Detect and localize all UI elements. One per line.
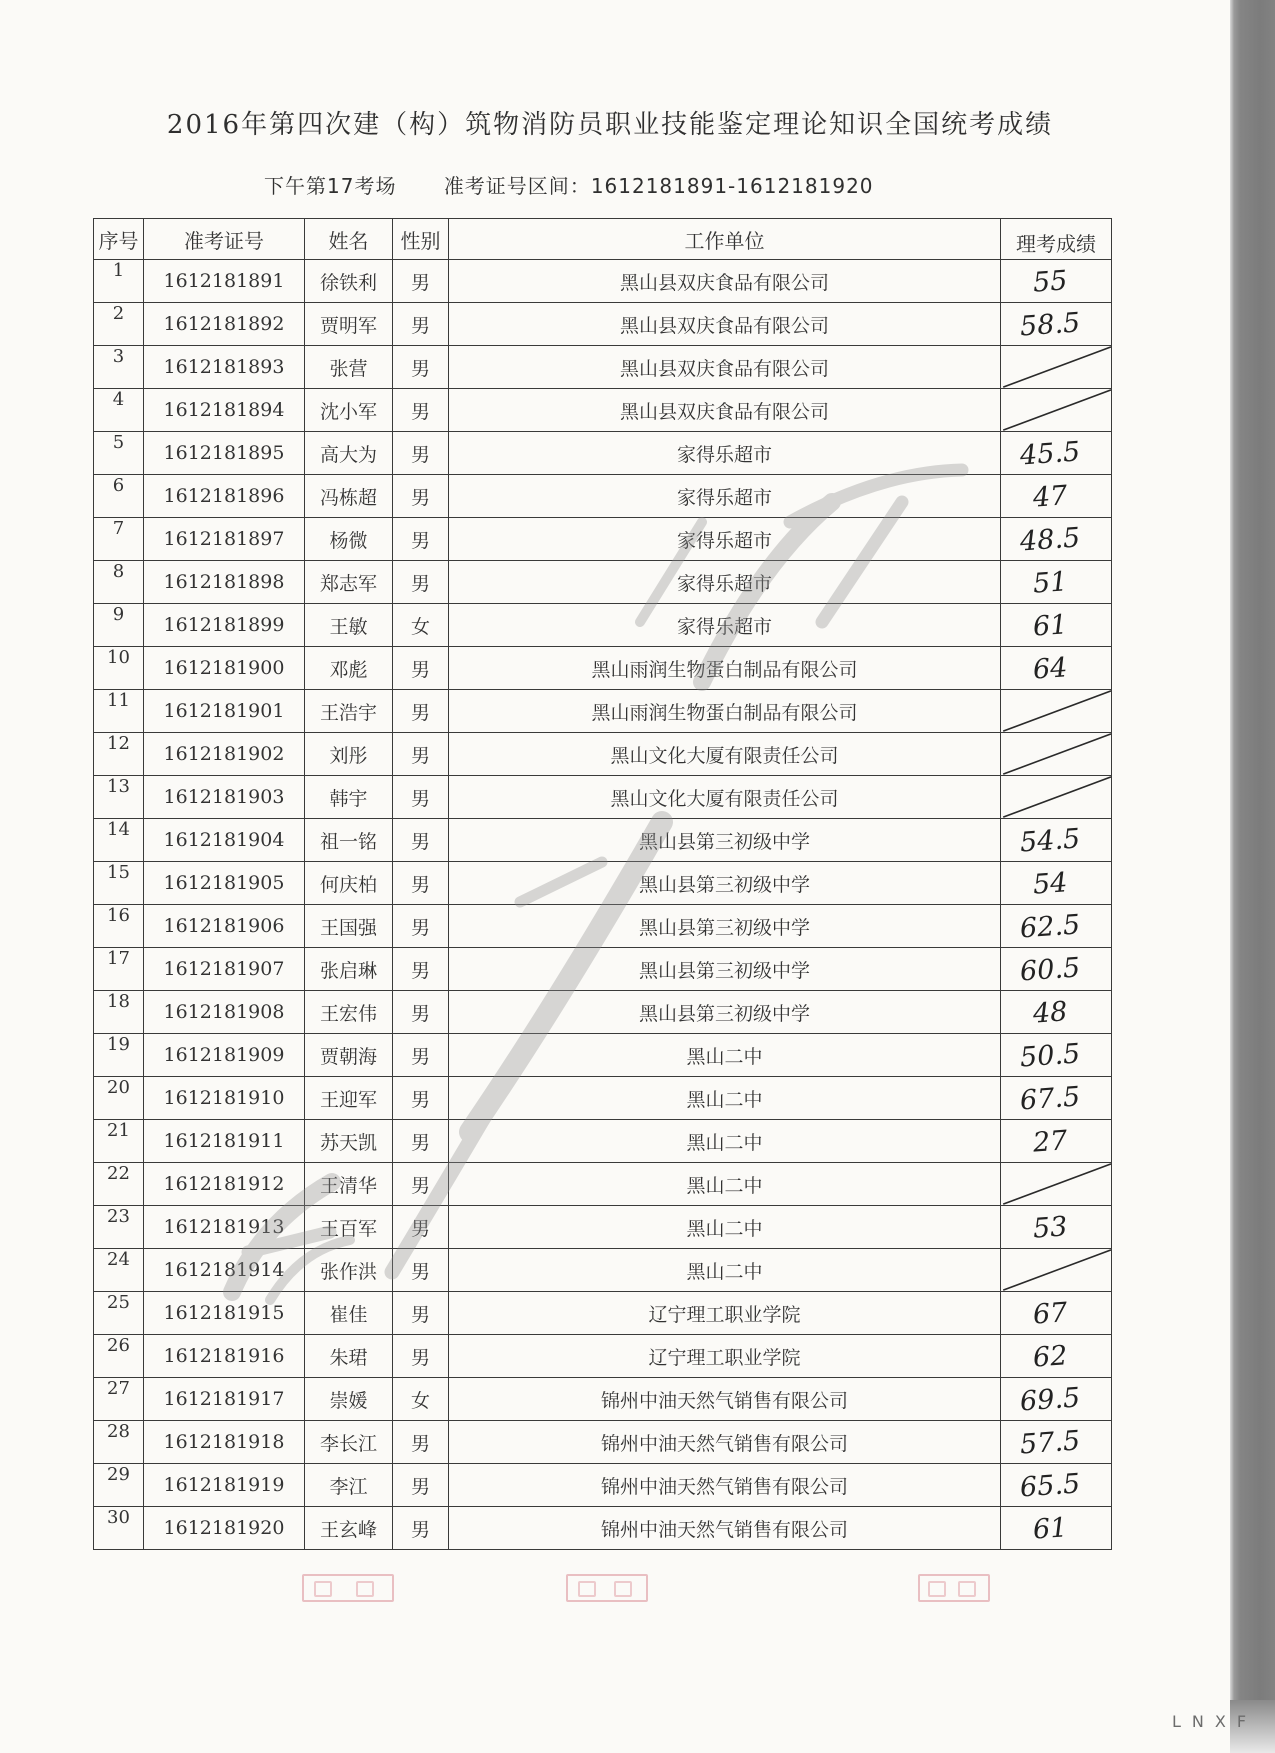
- employer-cell: 家得乐超市: [449, 432, 1001, 475]
- table-row: [94, 690, 1112, 733]
- exam-session: 下午第17考场: [264, 174, 397, 198]
- table-row: [94, 1120, 1112, 1163]
- exam-id-cell: 1612181906: [144, 905, 305, 948]
- row-number-cell: 27: [94, 1378, 144, 1421]
- score-cell: [1001, 346, 1112, 389]
- exam-id-cell: 1612181911: [144, 1120, 305, 1163]
- gender-cell: 男: [393, 1120, 449, 1163]
- name-cell: 王百军: [305, 1206, 393, 1249]
- employer-cell: 辽宁理工职业学院: [449, 1292, 1001, 1335]
- row-number-cell: 24: [94, 1249, 144, 1292]
- exam-id-cell: 1612181912: [144, 1163, 305, 1206]
- employer-cell: 锦州中油天然气销售有限公司: [449, 1464, 1001, 1507]
- row-number-cell: 26: [94, 1335, 144, 1378]
- scanner-mark: LNXF: [1172, 1712, 1258, 1731]
- table-row: [94, 1077, 1112, 1120]
- gender-cell: 男: [393, 647, 449, 690]
- score-cell: [1001, 991, 1112, 1034]
- name-cell: 苏天凯: [305, 1120, 393, 1163]
- name-cell: 王浩宇: [305, 690, 393, 733]
- handwritten-score: 58.5: [1018, 306, 1082, 342]
- name-cell: 何庆柏: [305, 862, 393, 905]
- score-cell: [1001, 776, 1112, 819]
- score-cell: [1001, 948, 1112, 991]
- row-number-cell: 2: [94, 303, 144, 346]
- gender-cell: 男: [393, 905, 449, 948]
- row-number-cell: 30: [94, 1507, 144, 1550]
- exam-id-cell: 1612181900: [144, 647, 305, 690]
- table-row: [94, 862, 1112, 905]
- employer-cell: 黑山县第三初级中学: [449, 862, 1001, 905]
- table-row: [94, 1421, 1112, 1464]
- table-row: [94, 776, 1112, 819]
- stamp-mark: [356, 1581, 374, 1597]
- employer-cell: 黑山县第三初级中学: [449, 991, 1001, 1034]
- page-title: 2016年第四次建（构）筑物消防员职业技能鉴定理论知识全国统考成绩: [166, 110, 1054, 140]
- name-cell: 祖一铭: [305, 819, 393, 862]
- table-row: [94, 819, 1112, 862]
- exam-id-cell: 1612181905: [144, 862, 305, 905]
- name-cell: 李江: [305, 1464, 393, 1507]
- name-cell: 张营: [305, 346, 393, 389]
- employer-cell: 黑山县双庆食品有限公司: [449, 260, 1001, 303]
- employer-cell: 黑山雨润生物蛋白制品有限公司: [449, 647, 1001, 690]
- table-row: [94, 733, 1112, 776]
- exam-id-cell: 1612181894: [144, 389, 305, 432]
- crossed-out-mark: [1001, 776, 1111, 818]
- stamp-mark: [578, 1581, 596, 1597]
- gender-cell: 男: [393, 776, 449, 819]
- handwritten-score: 65.5: [1018, 1467, 1082, 1503]
- table-row: [94, 1464, 1112, 1507]
- score-cell: [1001, 733, 1112, 776]
- table-row: [94, 647, 1112, 690]
- id-range-label: 准考证号区间：: [443, 174, 591, 198]
- table-row: [94, 905, 1112, 948]
- name-cell: 崇媛: [305, 1378, 393, 1421]
- header-employer: 工作单位: [449, 219, 1001, 260]
- gender-cell: 男: [393, 991, 449, 1034]
- exam-id-cell: 1612181897: [144, 518, 305, 561]
- handwritten-score: 47: [1031, 479, 1069, 514]
- header-row: [94, 219, 1112, 260]
- crossed-out-mark: [1001, 1249, 1111, 1291]
- employer-cell: 黑山雨润生物蛋白制品有限公司: [449, 690, 1001, 733]
- score-cell: [1001, 260, 1112, 303]
- stamp-mark: [314, 1581, 332, 1597]
- table-row: [94, 561, 1112, 604]
- table-row: [94, 1163, 1112, 1206]
- score-cell: [1001, 303, 1112, 346]
- row-number-cell: 25: [94, 1292, 144, 1335]
- handwritten-score: 57.5: [1018, 1424, 1082, 1460]
- gender-cell: 男: [393, 1206, 449, 1249]
- score-cell: [1001, 1077, 1112, 1120]
- handwritten-score: 60.5: [1018, 951, 1082, 987]
- name-cell: 冯栋超: [305, 475, 393, 518]
- employer-cell: 锦州中油天然气销售有限公司: [449, 1378, 1001, 1421]
- stamp-mark: [614, 1581, 632, 1597]
- score-cell: [1001, 518, 1112, 561]
- score-cell: [1001, 1292, 1112, 1335]
- table-body: [94, 260, 1112, 1550]
- exam-id-cell: 1612181904: [144, 819, 305, 862]
- row-number-cell: 21: [94, 1120, 144, 1163]
- row-number-cell: 11: [94, 690, 144, 733]
- name-cell: 徐铁利: [305, 260, 393, 303]
- exam-id-cell: 1612181916: [144, 1335, 305, 1378]
- header-score: 理考成绩: [1001, 219, 1112, 260]
- exam-id-cell: 1612181908: [144, 991, 305, 1034]
- exam-id-cell: 1612181917: [144, 1378, 305, 1421]
- table-row: [94, 1206, 1112, 1249]
- crossed-out-mark: [1001, 1163, 1111, 1205]
- row-number-cell: 19: [94, 1034, 144, 1077]
- table-row: [94, 389, 1112, 432]
- row-number-cell: 28: [94, 1421, 144, 1464]
- name-cell: 刘彤: [305, 733, 393, 776]
- name-cell: 贾朝海: [305, 1034, 393, 1077]
- gender-cell: 男: [393, 389, 449, 432]
- table-row: [94, 432, 1112, 475]
- seal-stamp: [566, 1574, 648, 1602]
- handwritten-score: 69.5: [1018, 1381, 1082, 1417]
- gender-cell: 男: [393, 1421, 449, 1464]
- stamp-mark: [928, 1581, 946, 1597]
- name-cell: 王敏: [305, 604, 393, 647]
- row-number-cell: 13: [94, 776, 144, 819]
- handwritten-score: 53: [1031, 1210, 1069, 1245]
- exam-id-cell: 1612181919: [144, 1464, 305, 1507]
- exam-id-cell: 1612181892: [144, 303, 305, 346]
- handwritten-score: 54: [1031, 866, 1069, 901]
- row-number-cell: 20: [94, 1077, 144, 1120]
- employer-cell: 黑山县双庆食品有限公司: [449, 303, 1001, 346]
- name-cell: 张作洪: [305, 1249, 393, 1292]
- employer-cell: 黑山二中: [449, 1163, 1001, 1206]
- crossed-out-mark: [1001, 733, 1111, 775]
- header-no: 序号: [94, 219, 144, 260]
- score-cell: [1001, 819, 1112, 862]
- score-cell: [1001, 604, 1112, 647]
- score-cell: [1001, 647, 1112, 690]
- table-row: [94, 260, 1112, 303]
- gender-cell: 男: [393, 1163, 449, 1206]
- stamp-mark: [958, 1581, 976, 1597]
- handwritten-score: 62: [1031, 1339, 1069, 1374]
- gender-cell: 男: [393, 561, 449, 604]
- exam-id-cell: 1612181914: [144, 1249, 305, 1292]
- row-number-cell: 3: [94, 346, 144, 389]
- row-number-cell: 1: [94, 260, 144, 303]
- gender-cell: 男: [393, 1335, 449, 1378]
- score-cell: [1001, 1120, 1112, 1163]
- handwritten-score: 51: [1031, 565, 1069, 600]
- gender-cell: 男: [393, 303, 449, 346]
- exam-id-cell: 1612181899: [144, 604, 305, 647]
- gender-cell: 男: [393, 1034, 449, 1077]
- gender-cell: 男: [393, 690, 449, 733]
- name-cell: 郑志军: [305, 561, 393, 604]
- crossed-out-mark: [1001, 346, 1111, 388]
- score-cell: [1001, 862, 1112, 905]
- employer-cell: 锦州中油天然气销售有限公司: [449, 1421, 1001, 1464]
- row-number-cell: 15: [94, 862, 144, 905]
- score-cell: [1001, 561, 1112, 604]
- header-name: 姓名: [305, 219, 393, 260]
- exam-id-cell: 1612181903: [144, 776, 305, 819]
- score-cell: [1001, 432, 1112, 475]
- employer-cell: 黑山二中: [449, 1077, 1001, 1120]
- table-header: [94, 219, 1112, 260]
- name-cell: 王国强: [305, 905, 393, 948]
- gender-cell: 男: [393, 819, 449, 862]
- employer-cell: 黑山文化大厦有限责任公司: [449, 776, 1001, 819]
- header-exam-id: 准考证号: [144, 219, 305, 260]
- row-number-cell: 6: [94, 475, 144, 518]
- gender-cell: 男: [393, 862, 449, 905]
- table-row: [94, 303, 1112, 346]
- handwritten-score: 50.5: [1018, 1037, 1082, 1073]
- name-cell: 邓彪: [305, 647, 393, 690]
- handwritten-score: 27: [1031, 1124, 1069, 1159]
- seal-stamp: [302, 1574, 394, 1602]
- row-number-cell: 14: [94, 819, 144, 862]
- score-cell: [1001, 1507, 1112, 1550]
- table-row: [94, 1034, 1112, 1077]
- gender-cell: 男: [393, 1249, 449, 1292]
- handwritten-score: 67.5: [1018, 1080, 1082, 1116]
- gender-cell: 男: [393, 475, 449, 518]
- table-row: [94, 991, 1112, 1034]
- exam-room-line: [264, 170, 874, 199]
- table-row: [94, 1507, 1112, 1550]
- name-cell: 杨微: [305, 518, 393, 561]
- row-number-cell: 22: [94, 1163, 144, 1206]
- gender-cell: 女: [393, 604, 449, 647]
- row-number-cell: 4: [94, 389, 144, 432]
- table-row: [94, 604, 1112, 647]
- gender-cell: 男: [393, 260, 449, 303]
- row-number-cell: 23: [94, 1206, 144, 1249]
- exam-id-cell: 1612181902: [144, 733, 305, 776]
- gender-cell: 男: [393, 346, 449, 389]
- gender-cell: 男: [393, 1077, 449, 1120]
- row-number-cell: 8: [94, 561, 144, 604]
- employer-cell: 黑山县第三初级中学: [449, 948, 1001, 991]
- name-cell: 朱珺: [305, 1335, 393, 1378]
- exam-id-cell: 1612181915: [144, 1292, 305, 1335]
- score-cell: [1001, 1034, 1112, 1077]
- employer-cell: 锦州中油天然气销售有限公司: [449, 1507, 1001, 1550]
- name-cell: 崔佳: [305, 1292, 393, 1335]
- row-number-cell: 12: [94, 733, 144, 776]
- table-row: [94, 346, 1112, 389]
- handwritten-score: 61: [1031, 608, 1069, 643]
- employer-cell: 辽宁理工职业学院: [449, 1335, 1001, 1378]
- table-row: [94, 518, 1112, 561]
- score-cell: [1001, 690, 1112, 733]
- name-cell: 沈小军: [305, 389, 393, 432]
- employer-cell: 黑山二中: [449, 1249, 1001, 1292]
- employer-cell: 黑山县第三初级中学: [449, 905, 1001, 948]
- row-number-cell: 5: [94, 432, 144, 475]
- score-cell: [1001, 1464, 1112, 1507]
- employer-cell: 家得乐超市: [449, 561, 1001, 604]
- row-number-cell: 9: [94, 604, 144, 647]
- exam-id-cell: 1612181909: [144, 1034, 305, 1077]
- crossed-out-mark: [1001, 690, 1111, 732]
- gender-cell: 男: [393, 432, 449, 475]
- table-row: [94, 1292, 1112, 1335]
- id-range-value: 1612181891-1612181920: [590, 174, 874, 198]
- exam-id-cell: 1612181895: [144, 432, 305, 475]
- gender-cell: 男: [393, 1507, 449, 1550]
- employer-cell: 家得乐超市: [449, 604, 1001, 647]
- exam-id-cell: 1612181893: [144, 346, 305, 389]
- row-number-cell: 18: [94, 991, 144, 1034]
- name-cell: 王清华: [305, 1163, 393, 1206]
- name-cell: 韩宇: [305, 776, 393, 819]
- seal-stamp: [918, 1574, 990, 1602]
- score-cell: [1001, 1163, 1112, 1206]
- score-cell: [1001, 389, 1112, 432]
- handwritten-score: 62.5: [1018, 908, 1082, 944]
- employer-cell: 家得乐超市: [449, 475, 1001, 518]
- score-cell: [1001, 1335, 1112, 1378]
- gender-cell: 女: [393, 1378, 449, 1421]
- name-cell: 高大为: [305, 432, 393, 475]
- exam-id-cell: 1612181898: [144, 561, 305, 604]
- employer-cell: 黑山文化大厦有限责任公司: [449, 733, 1001, 776]
- exam-id-cell: 1612181907: [144, 948, 305, 991]
- exam-id-cell: 1612181891: [144, 260, 305, 303]
- score-cell: [1001, 1249, 1112, 1292]
- name-cell: 王迎军: [305, 1077, 393, 1120]
- name-cell: 王宏伟: [305, 991, 393, 1034]
- handwritten-score: 48: [1031, 995, 1069, 1030]
- id-range: [444, 174, 874, 198]
- table-row: [94, 1378, 1112, 1421]
- handwritten-score: 48.5: [1018, 521, 1082, 557]
- exam-id-cell: 1612181910: [144, 1077, 305, 1120]
- exam-id-cell: 1612181896: [144, 475, 305, 518]
- row-number-cell: 7: [94, 518, 144, 561]
- table-row: [94, 475, 1112, 518]
- gender-cell: 男: [393, 733, 449, 776]
- exam-id-cell: 1612181918: [144, 1421, 305, 1464]
- handwritten-score: 54.5: [1018, 822, 1082, 858]
- row-number-cell: 17: [94, 948, 144, 991]
- handwritten-score: 55: [1031, 264, 1069, 299]
- handwritten-score: 61: [1031, 1511, 1069, 1546]
- row-number-cell: 16: [94, 905, 144, 948]
- handwritten-score: 64: [1031, 651, 1069, 686]
- employer-cell: 黑山县双庆食品有限公司: [449, 346, 1001, 389]
- employer-cell: 家得乐超市: [449, 518, 1001, 561]
- handwritten-score: 45.5: [1018, 435, 1082, 471]
- score-table: [93, 218, 1112, 1550]
- employer-cell: 黑山二中: [449, 1120, 1001, 1163]
- employer-cell: 黑山县第三初级中学: [449, 819, 1001, 862]
- table-row: [94, 1249, 1112, 1292]
- score-cell: [1001, 905, 1112, 948]
- table-row: [94, 948, 1112, 991]
- name-cell: 李长江: [305, 1421, 393, 1464]
- exam-id-cell: 1612181920: [144, 1507, 305, 1550]
- table-row: [94, 1335, 1112, 1378]
- employer-cell: 黑山二中: [449, 1034, 1001, 1077]
- gender-cell: 男: [393, 1464, 449, 1507]
- gender-cell: 男: [393, 1292, 449, 1335]
- gender-cell: 男: [393, 948, 449, 991]
- exam-id-cell: 1612181901: [144, 690, 305, 733]
- header-gender: 性别: [393, 219, 449, 260]
- gender-cell: 男: [393, 518, 449, 561]
- row-number-cell: 10: [94, 647, 144, 690]
- name-cell: 王玄峰: [305, 1507, 393, 1550]
- score-cell: [1001, 1378, 1112, 1421]
- crossed-out-mark: [1001, 389, 1111, 431]
- handwritten-score: 67: [1031, 1296, 1069, 1331]
- score-cell: [1001, 475, 1112, 518]
- name-cell: 张启琳: [305, 948, 393, 991]
- exam-id-cell: 1612181913: [144, 1206, 305, 1249]
- score-cell: [1001, 1421, 1112, 1464]
- row-number-cell: 29: [94, 1464, 144, 1507]
- score-cell: [1001, 1206, 1112, 1249]
- name-cell: 贾明军: [305, 303, 393, 346]
- employer-cell: 黑山县双庆食品有限公司: [449, 389, 1001, 432]
- scanner-edge-strip: [1230, 0, 1275, 1700]
- employer-cell: 黑山二中: [449, 1206, 1001, 1249]
